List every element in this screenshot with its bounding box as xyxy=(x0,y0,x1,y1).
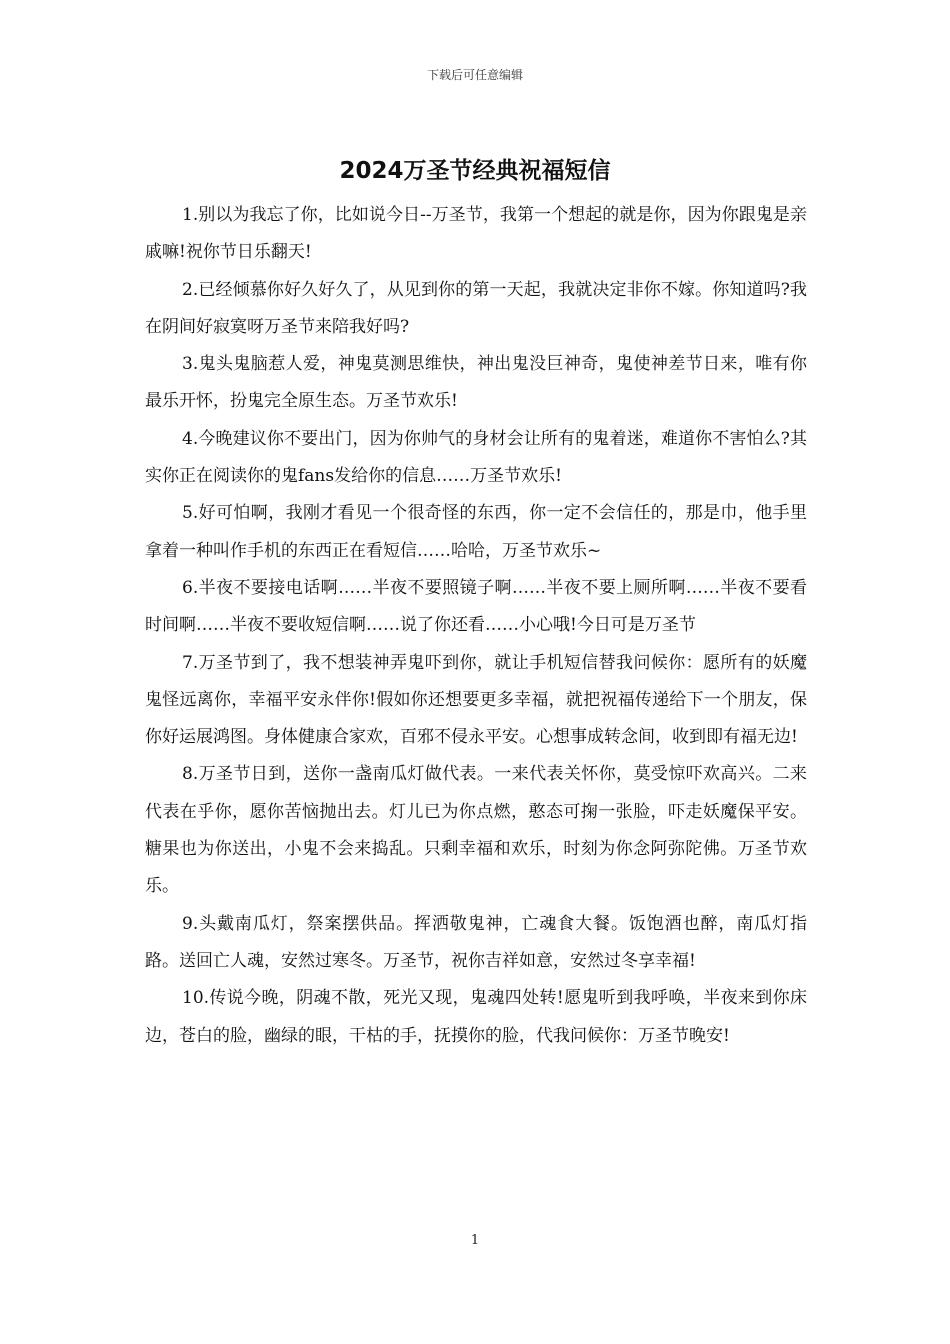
page-number: 1 xyxy=(470,1233,480,1248)
paragraph-5: 5.好可怕啊，我刚才看见一个很奇怪的东西，你一定不会信任的，那是巾，他手里拿着一种叫作手机的东西正在看短信……哈哈，万圣节欢乐~ xyxy=(145,503,807,561)
paragraph-1: 1.别以为我忘了你，比如说今日--万圣节，我第一个想起的就是你，因为你跟鬼是亲戚嘛!祝你节日乐翻天! xyxy=(145,205,807,263)
document-body xyxy=(145,197,807,1055)
header-note: 下载后可任意编辑 xyxy=(426,68,523,82)
paragraph-4: 4.今晚建议你不要出门，因为你帅气的身材会让所有的鬼着迷，难道你不害怕么?其实你正在阅读你的鬼fans发给你的信息……万圣节欢乐! xyxy=(145,428,807,487)
paragraph-7: 7.万圣节到了，我不想装神弄鬼吓到你，就让手机短信替我问候你：愿所有的妖魔鬼怪远离你，幸福平安永伴你!假如你还想要更多幸福，就把祝福传递给下一个朋友，保你好运展鸿图。身体健康合家欢，百邪不侵永平安。心想事成转念间，收到即有福无边! xyxy=(145,652,807,748)
paragraph-9: 9.头戴南瓜灯，祭案摆供品。挥洒敬鬼神，亡魂食大餐。饭饱酒也醉，南瓜灯指路。送回亡人魂，安然过寒冬。万圣节，祝你吉祥如意，安然过冬享幸福! xyxy=(145,913,807,971)
paragraph-6: 6.半夜不要接电话啊……半夜不要照镜子啊……半夜不要上厕所啊……半夜不要看时间啊……半夜不要收短信啊……说了你还看……小心哦!今日可是万圣节 xyxy=(145,577,807,636)
paragraph-2: 2.已经倾慕你好久好久了，从见到你的第一天起，我就决定非你不嫁。你知道吗?我在阴间好寂寞呀万圣节来陪我好吗? xyxy=(145,279,807,337)
paragraph-3: 3.鬼头鬼脑惹人爱，神鬼莫测思维快，神出鬼没巨神奇，鬼使神差节日来，唯有你最乐开怀，扮鬼完全原生态。万圣节欢乐! xyxy=(145,354,807,412)
paragraph-10: 10.传说今晚，阴魂不散，死光又现，鬼魂四处转!愿鬼听到我呼唤，半夜来到你床边，苍白的脸，幽绿的眼，干枯的手，抚摸你的脸，代我问候你：万圣节晚安! xyxy=(145,988,807,1046)
paragraph-8: 8.万圣节日到，送你一盏南瓜灯做代表。一来代表关怀你，莫受惊吓欢高兴。二来代表在乎你，愿你苦恼抛出去。灯儿已为你点燃，憨态可掬一张脸，吓走妖魔保平安。糖果也为你送出，小鬼不会来捣乱。只剩幸福和欢乐，时刻为你念阿弥陀佛。万圣节欢乐。 xyxy=(145,764,807,897)
document-title: 2024万圣节经典祝福短信 xyxy=(339,158,611,184)
